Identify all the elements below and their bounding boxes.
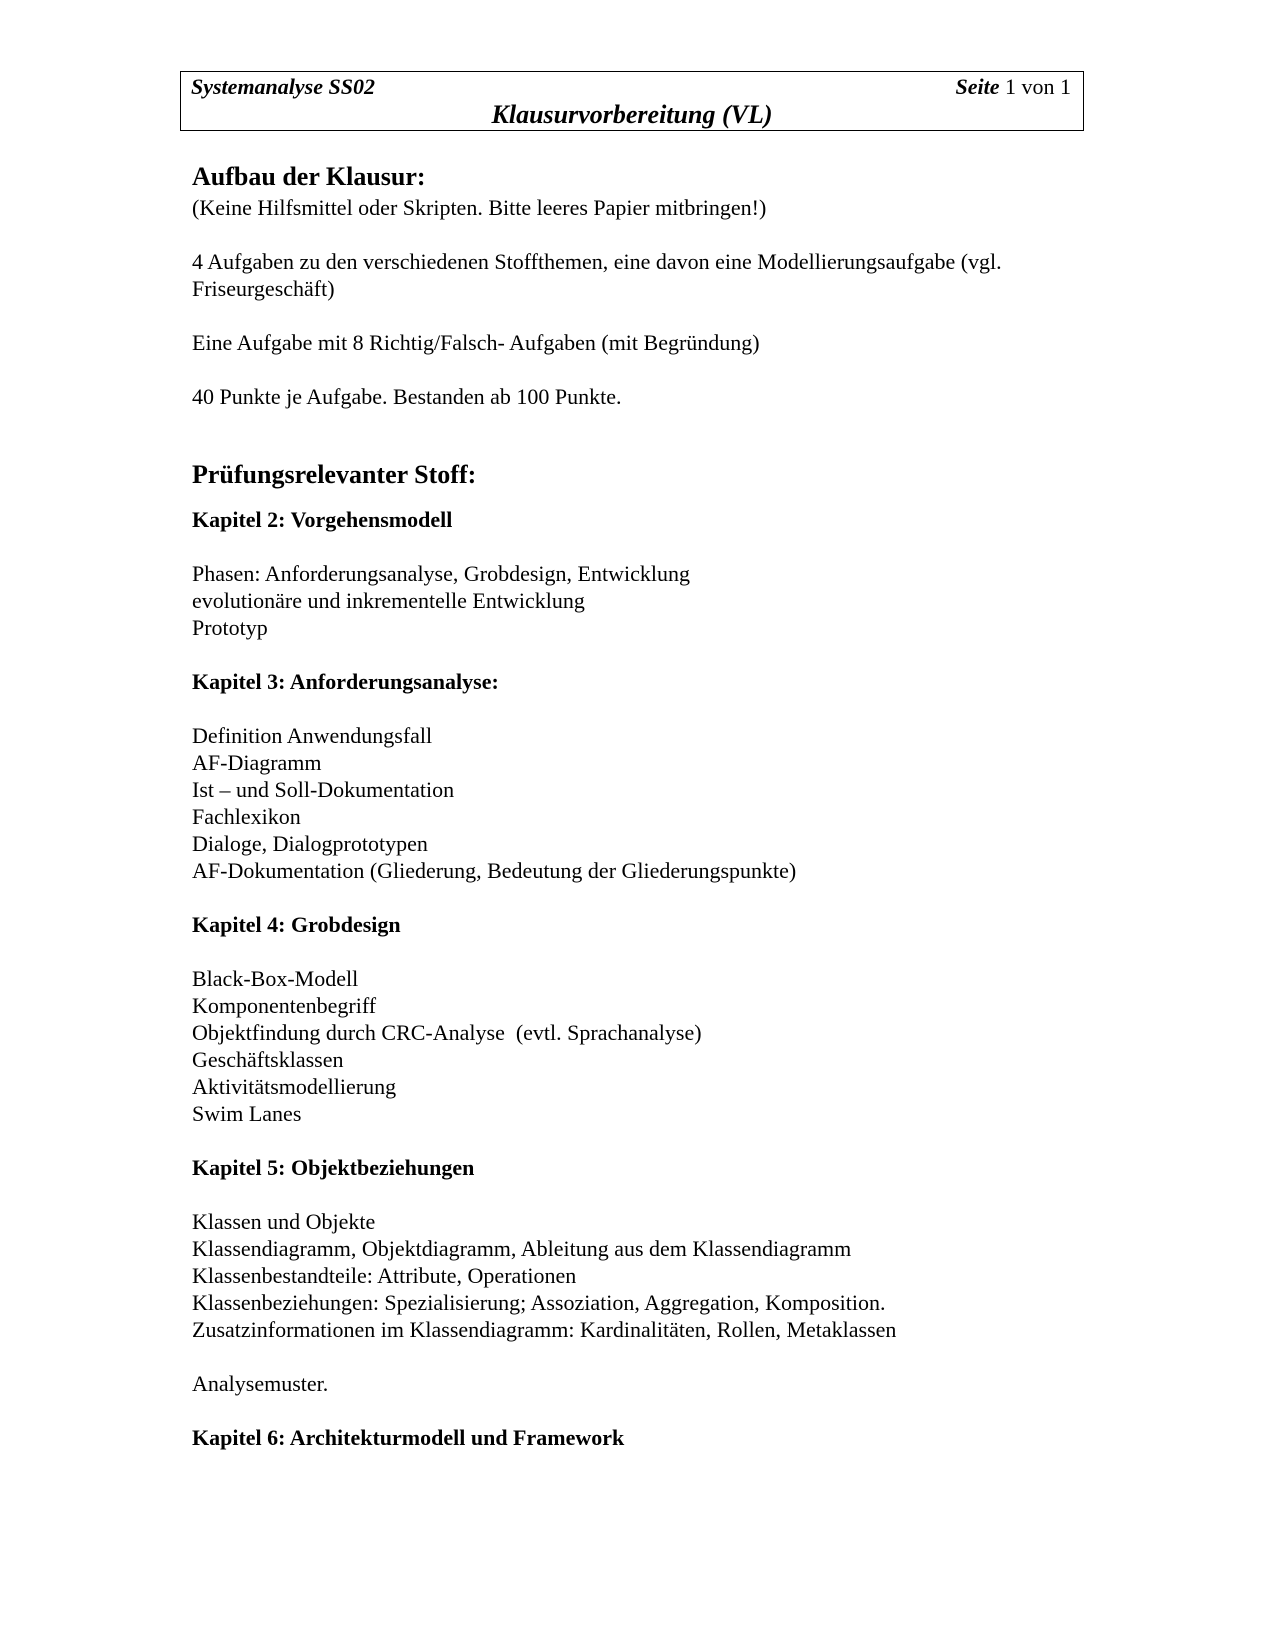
aufbau-note: (Keine Hilfsmittel oder Skripten. Bitte leeres Papier mitbringen!) [192, 195, 767, 220]
aufbau-para3: 40 Punkte je Aufgabe. Bestanden ab 100 Punkte. [192, 384, 622, 409]
chapter-item: Klassenbestandteile: Attribute, Operationen [192, 1263, 577, 1288]
chapter-item: AF-Diagramm [192, 750, 322, 775]
chapter-item: Dialoge, Dialogprototypen [192, 831, 428, 856]
aufbau-para1-line2: Friseurgeschäft) [192, 276, 335, 301]
chapter-item: Zusatzinformationen im Klassendiagramm: Kardinalitäten, Rollen, Metaklassen [192, 1317, 897, 1342]
chapter-item: Klassenbeziehungen: Spezialisierung; Assoziation, Aggregation, Komposition. [192, 1290, 886, 1315]
document-body [192, 160, 1072, 1451]
page-header [180, 71, 1084, 131]
chapter-item: Black-Box-Modell [192, 966, 359, 991]
chapter-title: Kapitel 3: Anforderungsanalyse: [192, 669, 499, 694]
course-name: Systemanalyse SS02 [191, 74, 375, 99]
page-indicator [956, 74, 1072, 100]
page-of: von [1021, 74, 1055, 99]
chapter-item: Definition Anwendungsfall [192, 723, 433, 748]
chapter-title: Kapitel 5: Objektbeziehungen [192, 1155, 475, 1180]
section-heading-stoff: Prüfungsrelevanter Stoff: [192, 460, 477, 489]
chapter-item: Klassendiagramm, Objektdiagramm, Ableitung aus dem Klassendiagramm [192, 1236, 852, 1261]
aufbau-para2: Eine Aufgabe mit 8 Richtig/Falsch- Aufgaben (mit Begründung) [192, 330, 760, 355]
section-aufbau [192, 160, 1072, 410]
section-heading-aufbau: Aufbau der Klausur: [192, 162, 426, 191]
chapter-item: Objektfindung durch CRC-Analyse (evtl. Sprachanalyse) [192, 1020, 702, 1045]
chapter-title: Kapitel 2: Vorgehensmodell [192, 507, 453, 532]
chapter-item: Ist – und Soll-Dokumentation [192, 777, 455, 802]
aufbau-para1-line1: 4 Aufgaben zu den verschiedenen Stoffthemen, eine davon eine Modellierungsaufgabe (vgl. [192, 249, 1002, 274]
chapter-item: Geschäftsklassen [192, 1047, 344, 1072]
chapter-item: AF-Dokumentation (Gliederung, Bedeutung der Gliederungspunkte) [192, 858, 797, 883]
chapter-item: Aktivitätsmodellierung [192, 1074, 397, 1099]
page-number: 1 [1005, 74, 1016, 99]
chapter-extra: Analysemuster. [192, 1371, 329, 1396]
chapter-item: Klassen und Objekte [192, 1209, 376, 1234]
chapter-item: Phasen: Anforderungsanalyse, Grobdesign, Entwicklung [192, 561, 690, 586]
chapter-title: Kapitel 4: Grobdesign [192, 912, 401, 937]
chapter-item: Fachlexikon [192, 804, 301, 829]
chapter-item: Swim Lanes [192, 1101, 302, 1126]
section-stoff [192, 458, 1072, 1451]
document-title: Klausurvorbereitung (VL) [491, 100, 773, 129]
chapter-item: Komponentenbegriff [192, 993, 377, 1018]
chapter-item: evolutionäre und inkrementelle Entwicklung [192, 588, 585, 613]
chapter-title: Kapitel 6: Architekturmodell und Framework [192, 1425, 625, 1450]
page-label: Seite [955, 74, 1000, 99]
page-total: 1 [1060, 74, 1071, 99]
chapter-item: Prototyp [192, 615, 268, 640]
